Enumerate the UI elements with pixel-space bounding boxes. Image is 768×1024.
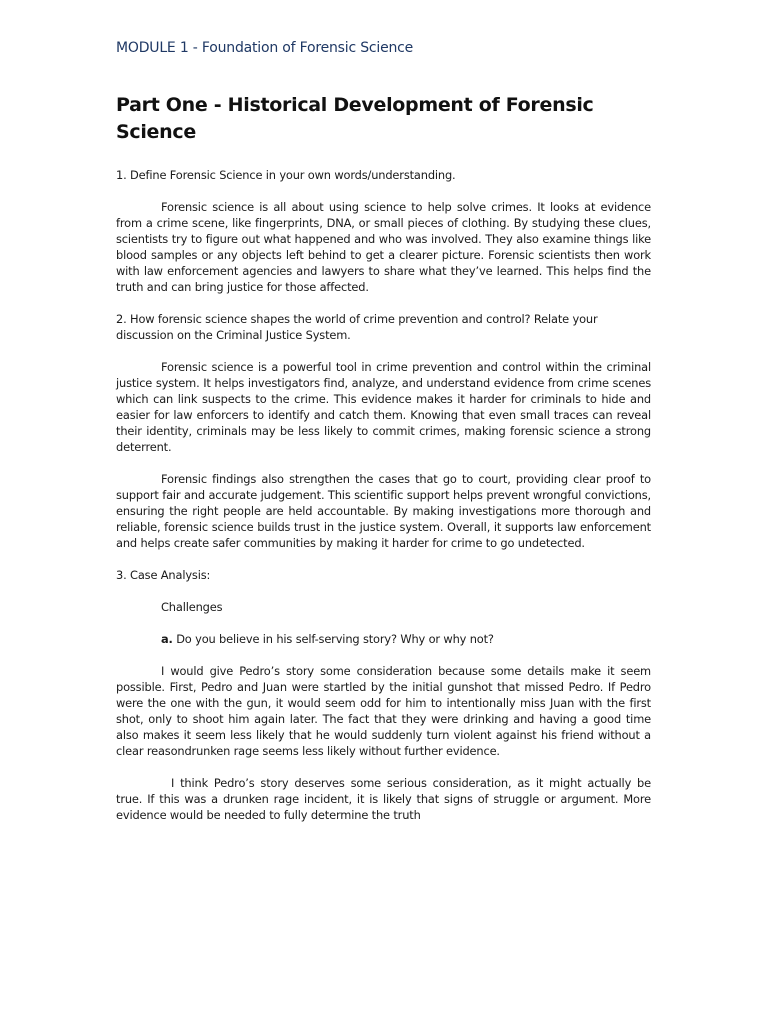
question-1: 1. Define Forensic Science in your own words/understanding. xyxy=(116,168,456,182)
sub-question-a xyxy=(161,631,651,647)
answer-2-paragraph-1: Forensic science is a powerful tool in crime prevention and control within the criminal justice system. It helps investigators find, analyze, and understand evidence from crime scenes which can link suspects to the crime. This evidence makes it harder for criminals to hide and easier for law enforcers to identify and catch them. Knowing that even small traces can reveal their identity, criminals may be less likely to commit crimes, making forensic science a strong deterrent. xyxy=(116,360,651,454)
sub-question-a-letter: a. xyxy=(161,632,173,646)
answer-3-paragraph-2: I think Pedro’s story deserves some serious consideration, as it might actually be true. If this was a drunken rage incident, it is likely that signs of struggle or argument. More evidence would be needed to fully determine the truth xyxy=(116,776,651,822)
question-2: 2. How forensic science shapes the world of crime prevention and control? Relate your discussion on the Criminal Justice System. xyxy=(116,312,598,342)
answer-3-paragraph-1: I would give Pedro’s story some consideration because some details make it seem possible. First, Pedro and Juan were startled by the initial gunshot that missed Pedro. If Pedro were the one with the gun, it would seem odd for him to intentionally miss Juan with the first shot, only to shoot him again later. The fact that they were drinking and having a good time also makes it seem less likely that he would suddenly turn violent against his friend without a clear reasondrunken rage seems less likely without further evidence. xyxy=(116,664,651,758)
challenges-label: Challenges xyxy=(161,600,223,614)
part-title: Part One - Historical Development of Forensic Science xyxy=(116,94,594,143)
document-body xyxy=(116,38,651,839)
sub-question-a-text: Do you believe in his self-serving story? Why or why not? xyxy=(172,632,494,646)
question-3-heading: 3. Case Analysis: xyxy=(116,568,211,582)
module-title: MODULE 1 - Foundation of Forensic Science xyxy=(116,40,414,56)
answer-1: Forensic science is all about using science to help solve crimes. It looks at evidence from a crime scene, like fingerprints, DNA, or small pieces of clothing. By studying these clues, scientists try to figure out what happened and who was involved. They also examine things like blood samples or any objects left behind to get a clearer picture. Forensic scientists then work with law enforcement agencies and lawyers to share what they’ve learned. This helps find the truth and can bring justice for those affected. xyxy=(116,200,651,294)
answer-2-paragraph-2: Forensic findings also strengthen the cases that go to court, providing clear proof to support fair and accurate judgement. This scientific support helps prevent wrongful convictions, ensuring the right people are held accountable. By making investigations more thorough and reliable, forensic science builds trust in the justice system. Overall, it supports law enforcement and helps create safer communities by making it harder for crime to go undetected. xyxy=(116,472,651,550)
